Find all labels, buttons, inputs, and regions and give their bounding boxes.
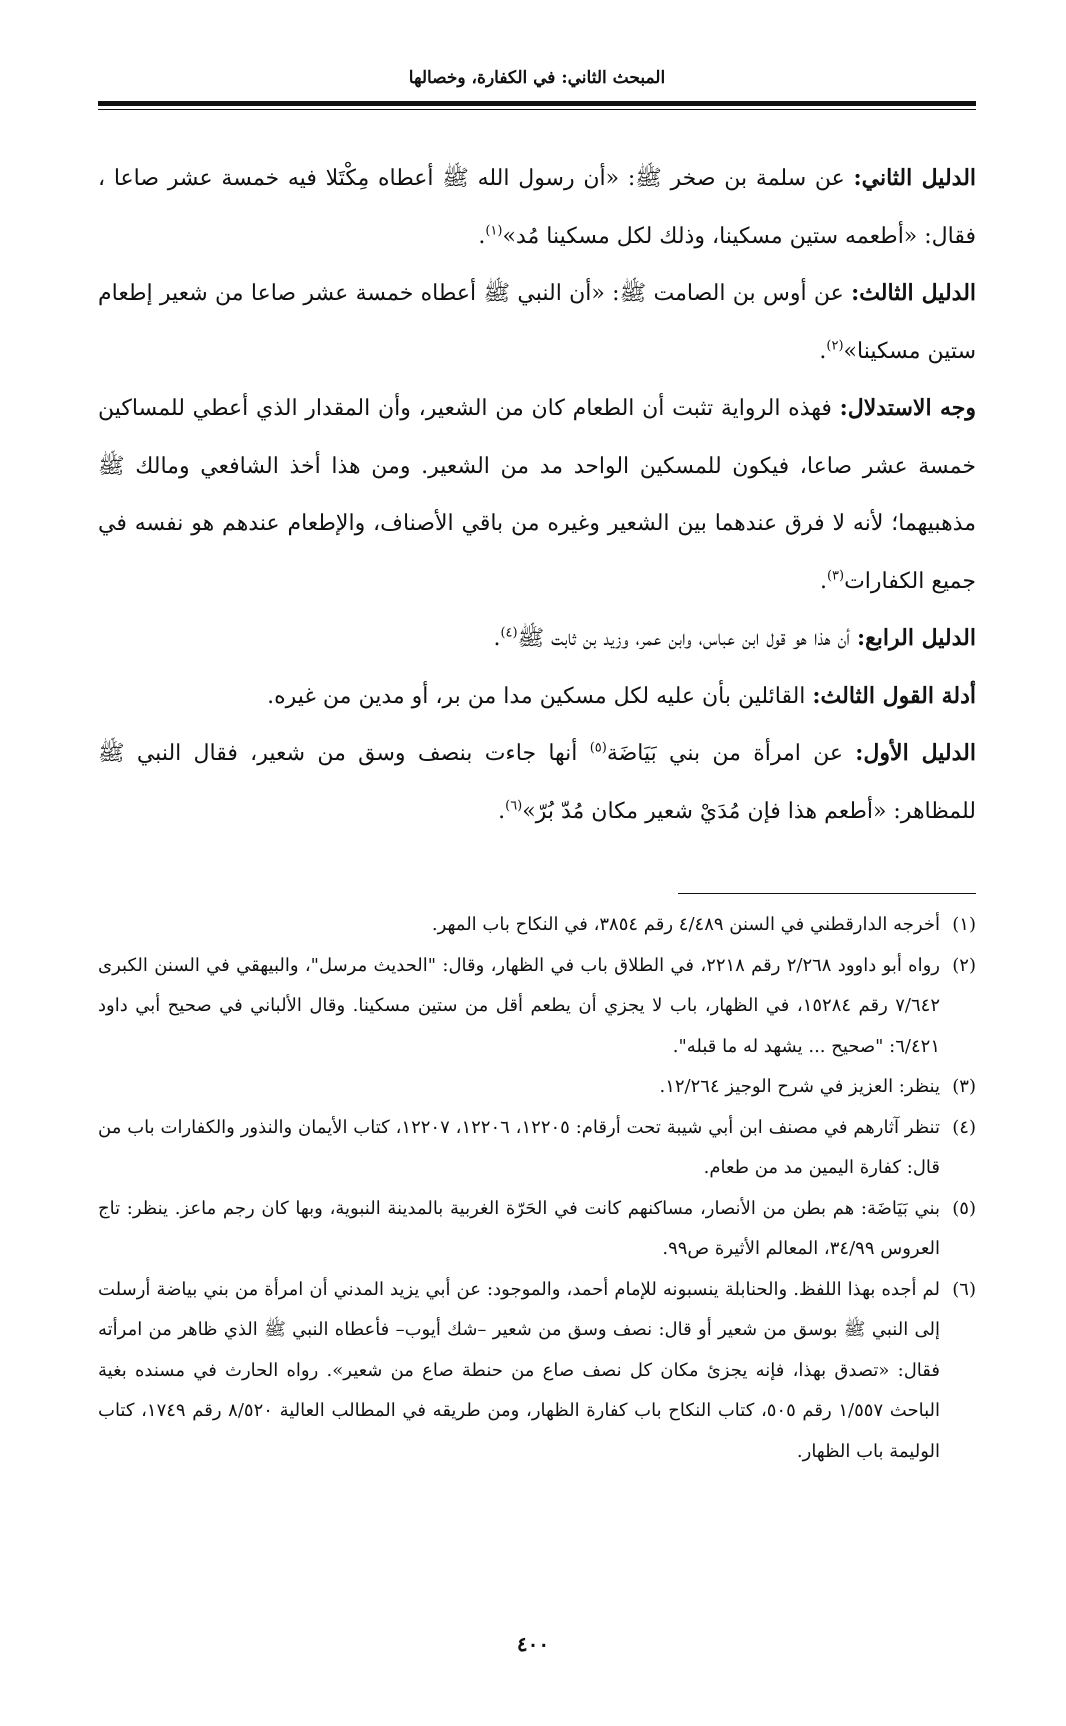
paragraph [98,610,976,668]
paragraph-lead: الدليل الأول: [855,740,976,766]
paragraph-end: . [478,223,486,249]
paragraph [98,725,976,840]
page-number: ٤٠٠ [516,1632,550,1656]
running-header: المبحث الثاني: في الكفارة، وخصالها [408,68,666,88]
paragraph-text: أنها جاءت بنصف وسق من شعير، فقال النبي ﷺ للمظاهر: «أطعم هذا فإن مُدَيْ شعير مكان مُدّ بُرّ» [98,741,976,824]
paragraph [98,265,976,380]
paragraph-text: عن أوس بن الصامت ﷺ: «أن النبي ﷺ أعطاه خمسة عشر صاعا من شعير إطعام ستين مسكينا» [98,281,976,364]
footnote [98,1108,976,1189]
footnote-text: ينظر: العزيز في شرح الوجيز ١٢/٢٦٤. [659,1076,940,1097]
header-rule [98,101,976,106]
footnote-ref[interactable]: (١) [485,223,503,239]
footnote-ref[interactable]: (٤) [500,625,518,641]
footnote-separator [678,893,976,894]
main-text [98,150,976,840]
footnote [98,946,976,1068]
paragraph-text: فهذه الرواية تثبت أن الطعام كان من الشعير، وأن المقدار الذي أعطي للمساكين خمسة عشر صاعا، فيكون للمسكين الواحد مد من الشعير. ومن هذا أخذ الشافعي ومالك ﷺ مذهبيهما؛ لأنه لا فرق عندهما بين الشعير وغيره من باقي الأصناف، والإطعام عندهم هو نفسه في جميع الكفارات [98,396,976,594]
header-rule-thin [98,109,976,110]
footnote [98,1067,976,1108]
footnote [98,1270,976,1473]
footnote [98,1189,976,1270]
footnote-number: (٢) [952,954,976,976]
paragraph [98,380,976,610]
paragraph-end: . [498,798,506,824]
paragraph-end: . [493,626,501,651]
paragraph-lead: الدليل الثاني: [853,165,977,191]
footnote-text: بني بَيَاضَة: هم بطن من الأنصار، مساكنهم كانت في الحَرّة الغربية بالمدينة النبوية، وبها كان رجم ماعز. ينظر: تاج العروس ٣٤/٩٩، المعالم الأثيرة ص٩٩. [98,1197,940,1259]
footnote-ref[interactable]: (٥) [589,740,607,756]
footnote-number: (٤) [952,1116,976,1138]
footnote-ref[interactable]: (٢) [826,338,844,354]
footnote-number: (٣) [952,1076,976,1097]
footnote-text: أخرجه الدارقطني في السنن ٤/٤٨٩ رقم ٣٨٥٤، في النكاح باب المهر. [431,914,940,935]
footnote-text: تنظر آثارهم في مصنف ابن أبي شيبة تحت أرقام: ١٢٢٠٥، ١٢٢٠٦، ١٢٢٠٧، كتاب الأيمان والنذور والكفارات باب من قال: كفارة اليمين مد من طعام. [98,1116,941,1178]
footnote-number: (٦) [952,1278,976,1300]
paragraph-text: أن هذا هو قول ابن عباس، وابن عمر، وزيد بن ثابت ﷺ [517,626,857,651]
footnote-ref[interactable]: (٣) [826,568,845,584]
footnotes [98,905,976,1472]
paragraph-text: عن امرأة من بني بَيَاضَة [606,741,856,766]
paragraph-end: . [819,568,827,594]
footnote-text: لم أجده بهذا اللفظ. والحنابلة ينسبونه للإمام أحمد، والموجود: عن أبي يزيد المدني أن امرأة من بني بياضة أرسلت إلى النبي ﷺ بوسق من شعير أو قال: نصف وسق من شعير –شك أيوب– فأعطاه النبي ﷺ الذي ظاهر من امرأته فقال: «تصدق بهذا، فإنه يجزئ مكان كل نصف صاع من حنطة صاع من شعير». رواه الحارث في مسنده بغية الباحث ١/٥٥٧ رقم ٥٠٥، كتاب النكاح باب كفارة الظهار، ومن طريقه في المطالب العالية ٨/٥٢٠ رقم ١٧٤٩، كتاب الوليمة باب الظهار. [98,1278,940,1462]
paragraph-lead: وجه الاستدلال: [839,395,977,421]
footnote-number: (٥) [952,1197,976,1219]
paragraph-lead: الدليل الثالث: [851,280,977,306]
paragraph-text: عن سلمة بن صخر ﷺ: «أن رسول الله ﷺ أعطاه مِكْتَلا فيه خمسة عشر صاعا ، فقال: «أطعمه ستين مسكينا، وذلك لكل مسكينا مُد» [98,166,976,249]
paragraph-text: القائلين بأن عليه لكل مسكين مدا من بر، أو مدين من غيره. [267,683,813,709]
paragraph-lead: الدليل الرابع: [856,625,976,651]
paragraph-lead: أدلة القول الثالث: [812,682,976,709]
footnote [98,905,976,946]
footnote-text: رواه أبو داوود ٢/٢٦٨ رقم ٢٢١٨، في الطلاق باب في الظهار، وقال: "الحديث مرسل"، والبيهقي في السنن الكبرى ٧/٦٤٢ رقم ١٥٢٨٤، في الظهار، باب لا يجزي أن يطعم أقل من ستين مسكينا. وقال الألباني في صحيح أبي داود ٦/٤٢١: "صحيح ... يشهد له ما قبله". [98,954,940,1057]
footnote-ref[interactable]: (٦) [505,798,523,814]
paragraph [98,668,976,726]
footnote-number: (١) [952,914,976,935]
paragraph [98,150,976,265]
paragraph-end: . [819,338,827,364]
